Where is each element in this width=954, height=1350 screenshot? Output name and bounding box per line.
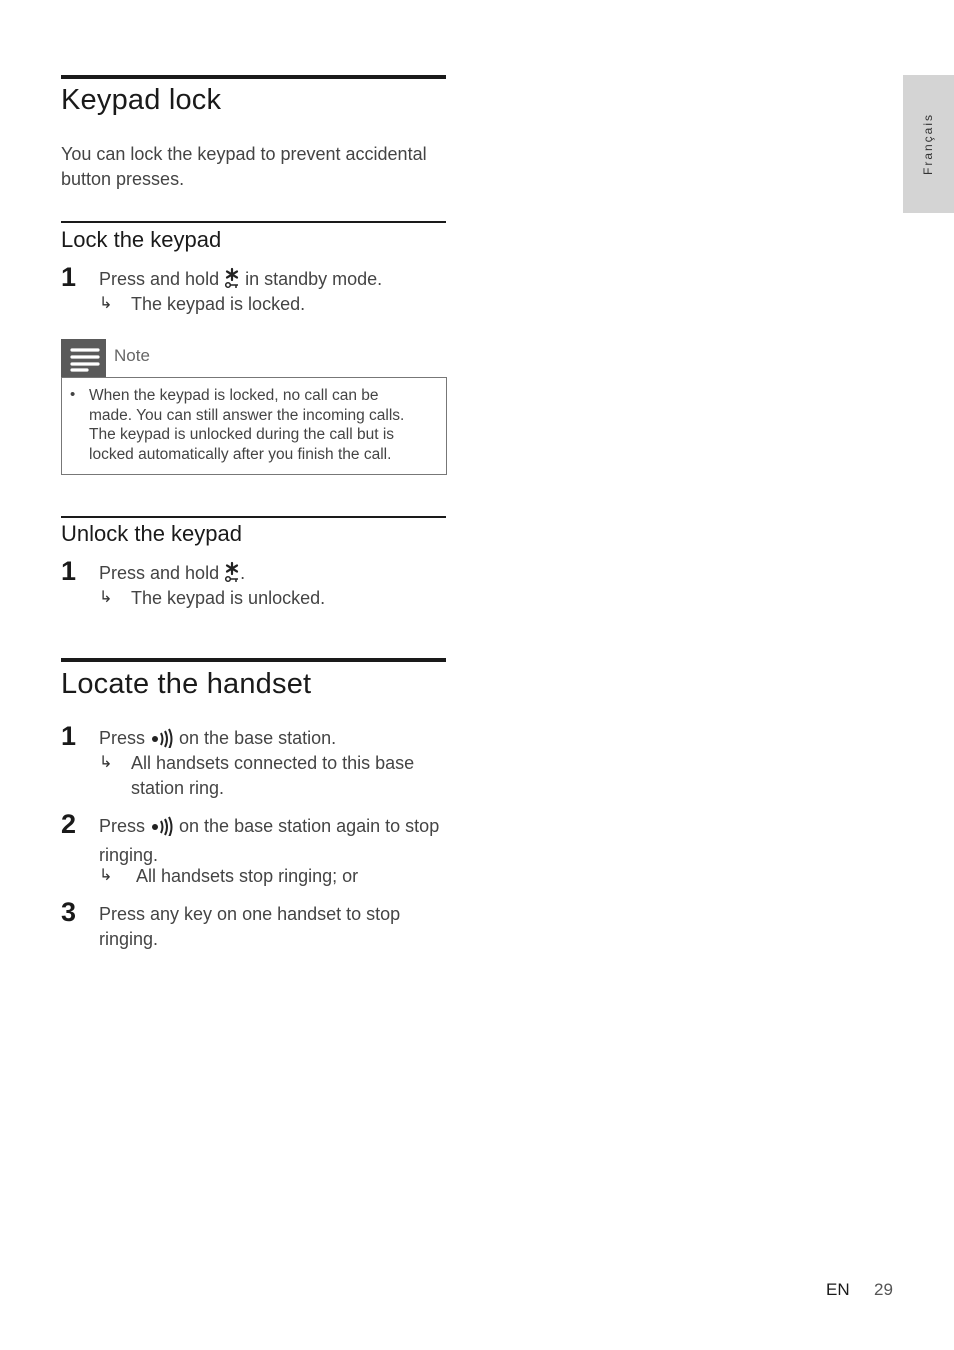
language-tab-label: Français bbox=[921, 112, 935, 176]
step-text-post: on the base station. bbox=[174, 728, 337, 748]
intro-line: button presses. bbox=[61, 169, 185, 189]
subsection-title-unlock: Unlock the keypad bbox=[61, 521, 242, 546]
note-icon bbox=[61, 339, 106, 377]
result-arrow-icon: ↳ bbox=[99, 754, 113, 771]
step-text-post: in standby mode. bbox=[240, 269, 383, 289]
step-text-post: on the base station again to stop bbox=[174, 816, 440, 836]
step-text-line: ringing. bbox=[99, 929, 159, 949]
note-text bbox=[89, 386, 434, 464]
paging-icon bbox=[150, 816, 174, 843]
step-result: All handsets stop ringing; or bbox=[136, 866, 359, 886]
section-title-keypad-lock: Keypad lock bbox=[61, 84, 222, 116]
subsection-title-lock: Lock the keypad bbox=[61, 227, 222, 252]
footer-language: EN bbox=[826, 1280, 850, 1299]
note-text-line: When the keypad is locked, no call can be bbox=[89, 387, 379, 404]
step-result-line: station ring. bbox=[131, 778, 225, 798]
note-bullet: • bbox=[70, 386, 76, 403]
step-text bbox=[99, 814, 449, 868]
step-result bbox=[131, 751, 431, 801]
note-text-line: locked automatically after you finish the call. bbox=[89, 445, 392, 463]
section-rule bbox=[61, 75, 446, 79]
section-rule bbox=[61, 658, 446, 662]
result-arrow-icon: ↳ bbox=[99, 295, 113, 312]
step-number: 3 bbox=[61, 897, 77, 927]
step-text-line: ringing. bbox=[99, 845, 159, 865]
note-text-line: The keypad is unlocked during the call but is bbox=[89, 426, 395, 443]
note-text-line: made. You can still answer the incoming calls. bbox=[89, 406, 405, 424]
section-title-locate-handset: Locate the handset bbox=[61, 668, 312, 700]
intro-line: You can lock the keypad to prevent accidental bbox=[61, 144, 427, 164]
step-text-pre: Press bbox=[99, 728, 151, 748]
step-text-pre: Press bbox=[99, 816, 151, 836]
step-text-pre: Press and hold bbox=[99, 269, 225, 289]
step-result: The keypad is unlocked. bbox=[131, 588, 326, 608]
page-number: 29 bbox=[874, 1280, 893, 1299]
step-text-post: . bbox=[240, 563, 246, 583]
step-number: 1 bbox=[61, 556, 77, 586]
result-arrow-icon: ↳ bbox=[99, 867, 113, 884]
subsection-rule bbox=[61, 516, 446, 518]
step-text-pre: Press and hold bbox=[99, 563, 225, 583]
step-text-line: Press any key on one handset to stop bbox=[99, 904, 401, 924]
keypad-lock-intro bbox=[61, 142, 441, 192]
step-number: 2 bbox=[61, 809, 77, 839]
subsection-rule bbox=[61, 221, 446, 223]
step-result: The keypad is locked. bbox=[131, 294, 306, 314]
note-label: Note bbox=[114, 346, 150, 365]
step-result-line: All handsets connected to this base bbox=[131, 753, 415, 773]
step-number: 1 bbox=[61, 262, 77, 292]
step-number: 1 bbox=[61, 721, 77, 751]
result-arrow-icon: ↳ bbox=[99, 589, 113, 606]
step-text bbox=[99, 902, 449, 952]
